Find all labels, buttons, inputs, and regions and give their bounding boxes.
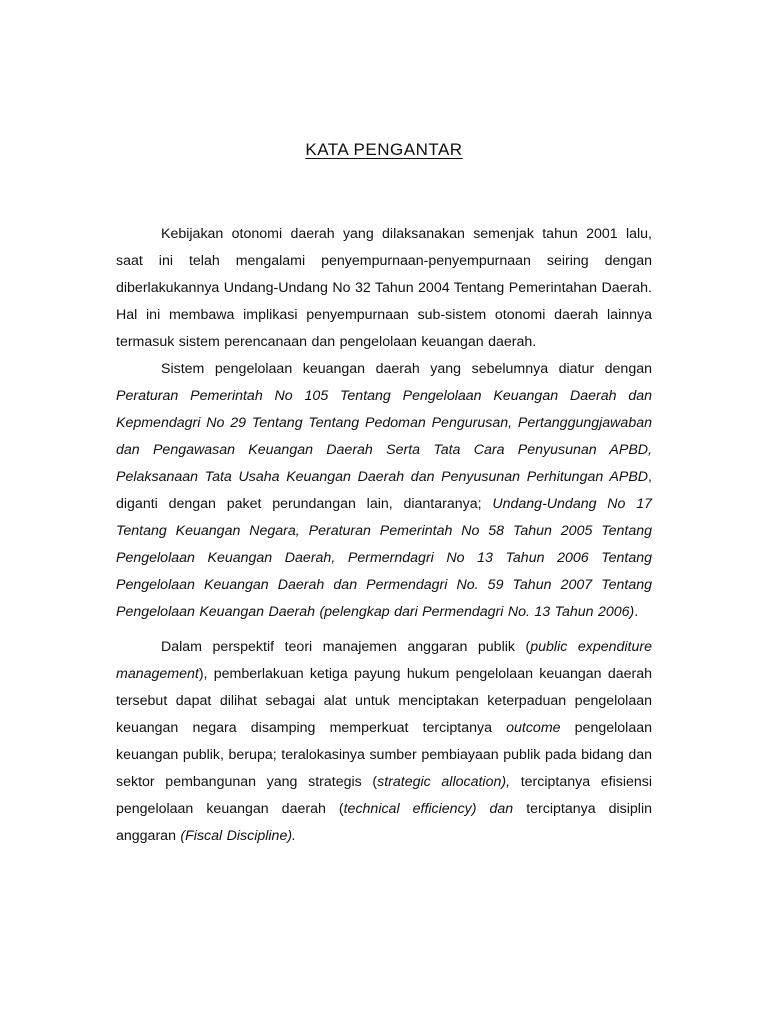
paragraph-3 (116, 634, 652, 850)
italic-segment: Undang-Undang No 17 Tentang Keuangan Negara, Peraturan Pemerintah No 58 Tahun 2005 Tentang Pengelolaan Keuangan Daerah, Permerndagri No 13 Tahun 2006 Tentang Pengelolaan Keuangan Daerah dan Permendagri No. 59 Tahun 2007 Tentang Pengelolaan Keuangan Daerah (pelengkap dari Permendagri No. 13 Tahun 2006) (116, 496, 653, 620)
document-body (116, 221, 652, 850)
italic-segment: strategic allocation), (377, 774, 511, 790)
text-segment: terciptanya efisiensi pengelolaan keuangan daerah ( (116, 774, 653, 817)
text-segment: Sistem pengelolaan keuangan daerah yang sebelumnya diatur dengan (161, 361, 652, 377)
italic-segment: Peraturan Pemerintah No 105 Tentang Pengelolaan Keuangan Daerah dan Kepmendagri No 29 Tentang Tentang Pedoman Pengurusan, Pertanggungjawaban dan Pengawasan Keuangan Daerah Serta Tata Cara Penyusunan APBD, Pelaksanaan Tata Usaha Keuangan Daerah dan Penyusunan Perhitungan APBD (116, 388, 652, 485)
text-segment: . (634, 604, 639, 620)
paragraph-1 (116, 221, 652, 356)
italic-segment: public expenditure management (116, 639, 653, 682)
text-segment: , diganti dengan paket perundangan lain, diantaranya; (116, 469, 652, 512)
text-segment: terciptanya disiplin anggaran (116, 801, 652, 844)
paragraph-2 (116, 356, 652, 626)
italic-segment: (Fiscal Discipline). (180, 828, 296, 844)
italic-segment: outcome (506, 720, 561, 736)
document-title: KATA PENGANTAR (305, 140, 463, 159)
text-segment: pengelolaan keuangan publik, berupa; teralokasinya sumber pembiayaan publik pada bidang dan sektor pembangunan yang strategis ( (116, 720, 652, 790)
text-segment: ), pemberlakuan ketiga payung hukum pengelolaan keuangan daerah tersebut dapat dilihat sebagai alat untuk menciptakan keterpaduan pengelolaan keuangan negara disamping memperkuat terciptanya (116, 666, 652, 736)
italic-segment: technical efficiency) dan (343, 801, 514, 817)
text-segment: Dalam perspektif teori manajemen anggaran publik ( (161, 639, 531, 655)
text-segment: Kebijakan otonomi daerah yang dilaksanakan semenjak tahun 2001 lalu, saat ini telah mengalami penyempurnaan-penyempurnaan seiring dengan diberlakukannya Undang-Undang No 32 Tahun 2004 Tentang Pemerintahan Daerah. Hal ini membawa implikasi penyempurnaan sub-sistem otonomi daerah lainnya termasuk sistem perencanaan dan pengelolaan keuangan daerah. (116, 226, 652, 350)
